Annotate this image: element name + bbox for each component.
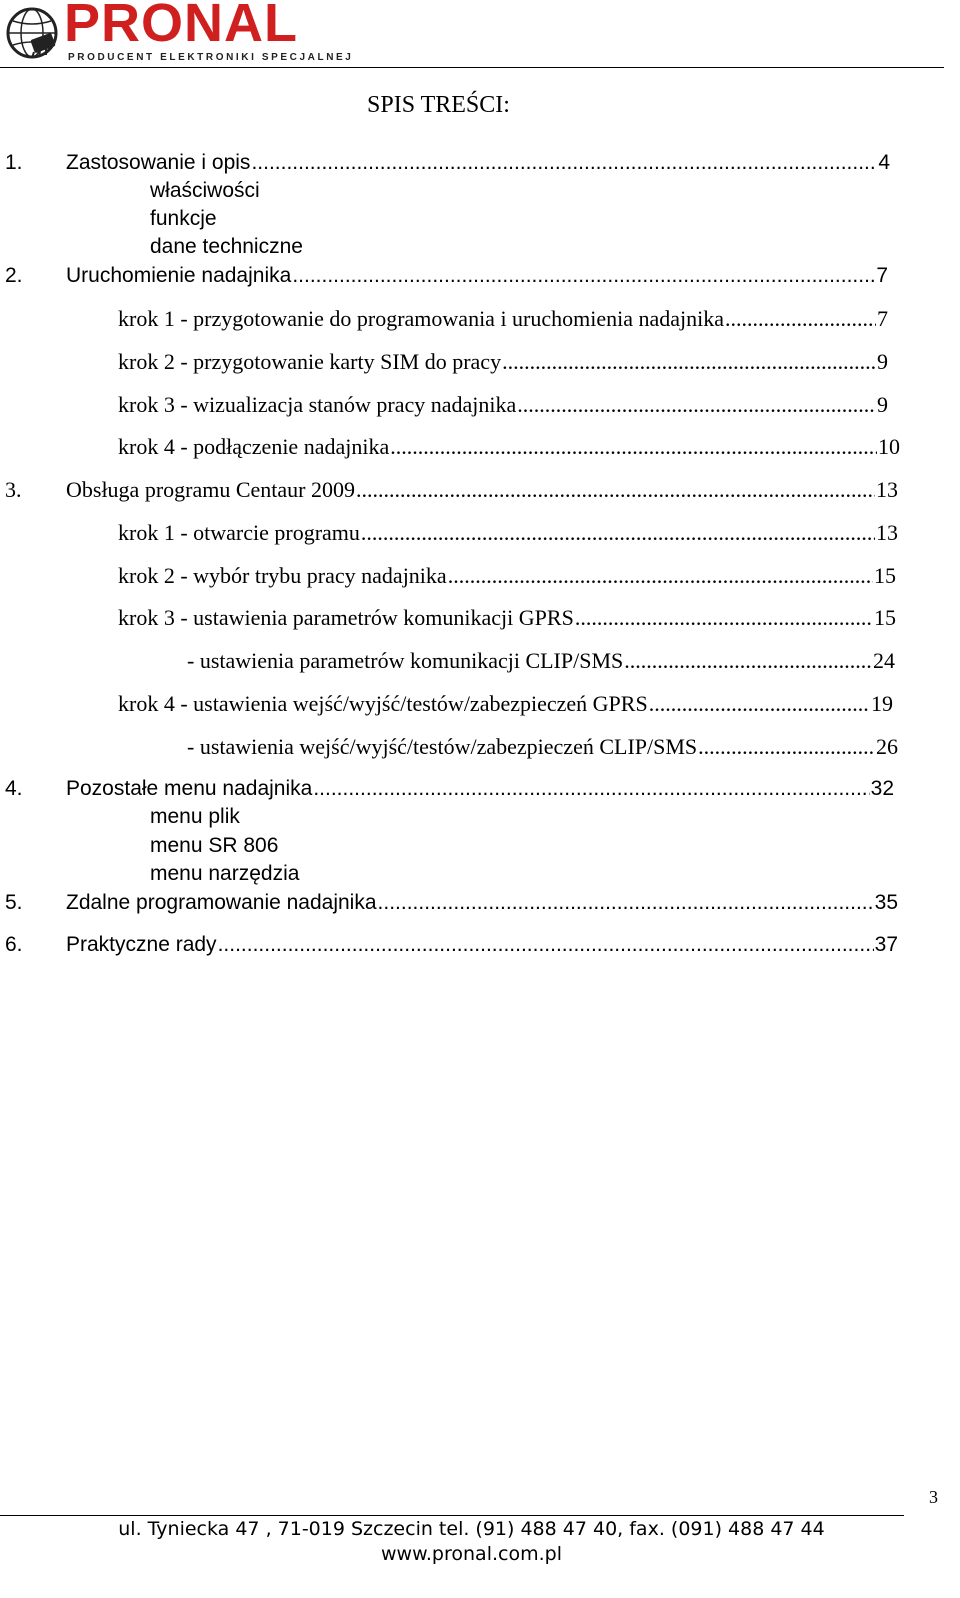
toc-leader xyxy=(502,349,876,375)
toc-step xyxy=(118,605,896,631)
header-divider xyxy=(0,67,944,68)
toc-number: 4. xyxy=(5,777,23,800)
toc-page-number: 37 xyxy=(874,933,898,956)
toc-page-number: 15 xyxy=(874,563,896,588)
toc-leader xyxy=(624,648,872,674)
globe-icon xyxy=(4,6,62,62)
toc-page-number: 13 xyxy=(876,520,898,545)
toc-number: 2. xyxy=(5,264,23,287)
toc-page-number: 7 xyxy=(877,306,888,331)
toc-entry-6 xyxy=(0,932,898,958)
toc-entry-text: Uruchomienie nadajnika xyxy=(66,264,292,287)
toc-entry-1 xyxy=(0,150,890,176)
toc-page-number: 13 xyxy=(876,477,898,502)
toc-number: 3. xyxy=(5,477,22,502)
toc-leader xyxy=(448,563,873,589)
toc-leader xyxy=(698,734,875,760)
toc-entry-text: Zdalne programowanie nadajnika xyxy=(66,891,377,914)
logo-tagline: PRODUCENT ELEKTRONIKI SPECJALNEJ xyxy=(68,52,354,63)
toc-page-number: 19 xyxy=(871,691,893,716)
toc-entry-3 xyxy=(0,477,898,503)
toc-entry-text: krok 4 - podłączenie nadajnika xyxy=(118,434,390,459)
toc-page-number: 35 xyxy=(874,891,898,914)
toc-leader xyxy=(725,306,876,332)
toc-page-number: 4 xyxy=(878,151,890,174)
toc-page-number: 9 xyxy=(877,349,888,374)
toc-leader xyxy=(361,520,875,546)
toc-step xyxy=(118,306,888,332)
footer-address: ul. Tyniecka 47 , 71-019 Szczecin tel. (91) 488 47 40, fax. (091) 488 47 44 xyxy=(118,1518,825,1540)
toc-page-number: 32 xyxy=(870,777,894,800)
toc-leader xyxy=(649,691,870,717)
toc-page-number: 7 xyxy=(876,264,888,287)
toc-step xyxy=(118,691,893,717)
page-number: 3 xyxy=(929,1487,938,1507)
toc-entry-text: krok 3 - ustawienia parametrów komunikacji GPRS xyxy=(118,605,574,630)
toc-leader xyxy=(292,263,875,289)
toc-page-number: 24 xyxy=(873,648,895,673)
toc-entry-text: krok 1 - otwarcie programu xyxy=(118,520,360,545)
toc-step xyxy=(118,349,888,375)
toc-step xyxy=(118,434,900,460)
toc-entry-text: krok 1 - przygotowanie do programowania i uruchomienia nadajnika xyxy=(118,306,725,331)
footer-website: www.pronal.com.pl xyxy=(381,1543,562,1565)
toc-page-number: 10 xyxy=(878,434,900,459)
toc-subitem: funkcje xyxy=(150,207,217,230)
toc-subitem: menu SR 806 xyxy=(150,834,279,857)
toc-subitem: właściwości xyxy=(150,179,260,202)
toc-entry-text: krok 3 - wizualizacja stanów pracy nadajnika xyxy=(118,392,517,417)
toc-leader xyxy=(390,434,877,460)
toc-leader xyxy=(378,890,874,916)
toc-page-number: 15 xyxy=(874,605,896,630)
toc-entry-text: Praktyczne rady xyxy=(66,933,217,956)
toc-leader xyxy=(251,150,877,176)
toc-entry-text: Pozostałe menu nadajnika xyxy=(66,777,313,800)
toc-entry-text: Zastosowanie i opis xyxy=(66,151,251,174)
toc-number: 6. xyxy=(5,933,23,956)
footer-divider xyxy=(0,1515,904,1516)
toc-step xyxy=(118,392,888,418)
toc-entry-text: - ustawienia parametrów komunikacji CLIP/SMS xyxy=(187,648,624,673)
toc-subitem: menu plik xyxy=(150,805,240,828)
toc-entry-5 xyxy=(0,890,898,916)
toc-leader xyxy=(517,392,876,418)
toc-leader xyxy=(356,477,875,503)
page-title: SPIS TREŚCI: xyxy=(367,92,510,118)
toc-leader xyxy=(575,605,873,631)
toc-entry-text: krok 4 - ustawienia wejść/wyjść/testów/zabezpieczeń GPRS xyxy=(118,691,648,716)
toc-entry-text: Obsługa programu Centaur 2009 xyxy=(66,477,355,502)
toc-subitem: menu narzędzia xyxy=(150,862,300,885)
toc-entry-text: krok 2 - wybór trybu pracy nadajnika xyxy=(118,563,447,588)
toc-step xyxy=(187,734,898,760)
toc-page-number: 9 xyxy=(877,392,888,417)
toc-step xyxy=(187,648,895,674)
toc-step xyxy=(118,520,898,546)
logo-wordmark: PRONAL xyxy=(64,0,298,53)
toc-entry-4 xyxy=(0,776,894,802)
toc-step xyxy=(118,563,896,589)
toc-leader xyxy=(313,776,869,802)
page-header xyxy=(0,0,960,70)
toc-entry-2 xyxy=(0,263,888,289)
toc-entry-text: - ustawienia wejść/wyjść/testów/zabezpieczeń CLIP/SMS xyxy=(187,734,698,759)
toc-entry-text: krok 2 - przygotowanie karty SIM do pracy xyxy=(118,349,502,374)
toc-number: 5. xyxy=(5,891,23,914)
toc-subitem: dane techniczne xyxy=(150,235,303,258)
toc-page-number: 26 xyxy=(876,734,898,759)
toc-leader xyxy=(218,932,874,958)
toc-number: 1. xyxy=(5,151,23,174)
